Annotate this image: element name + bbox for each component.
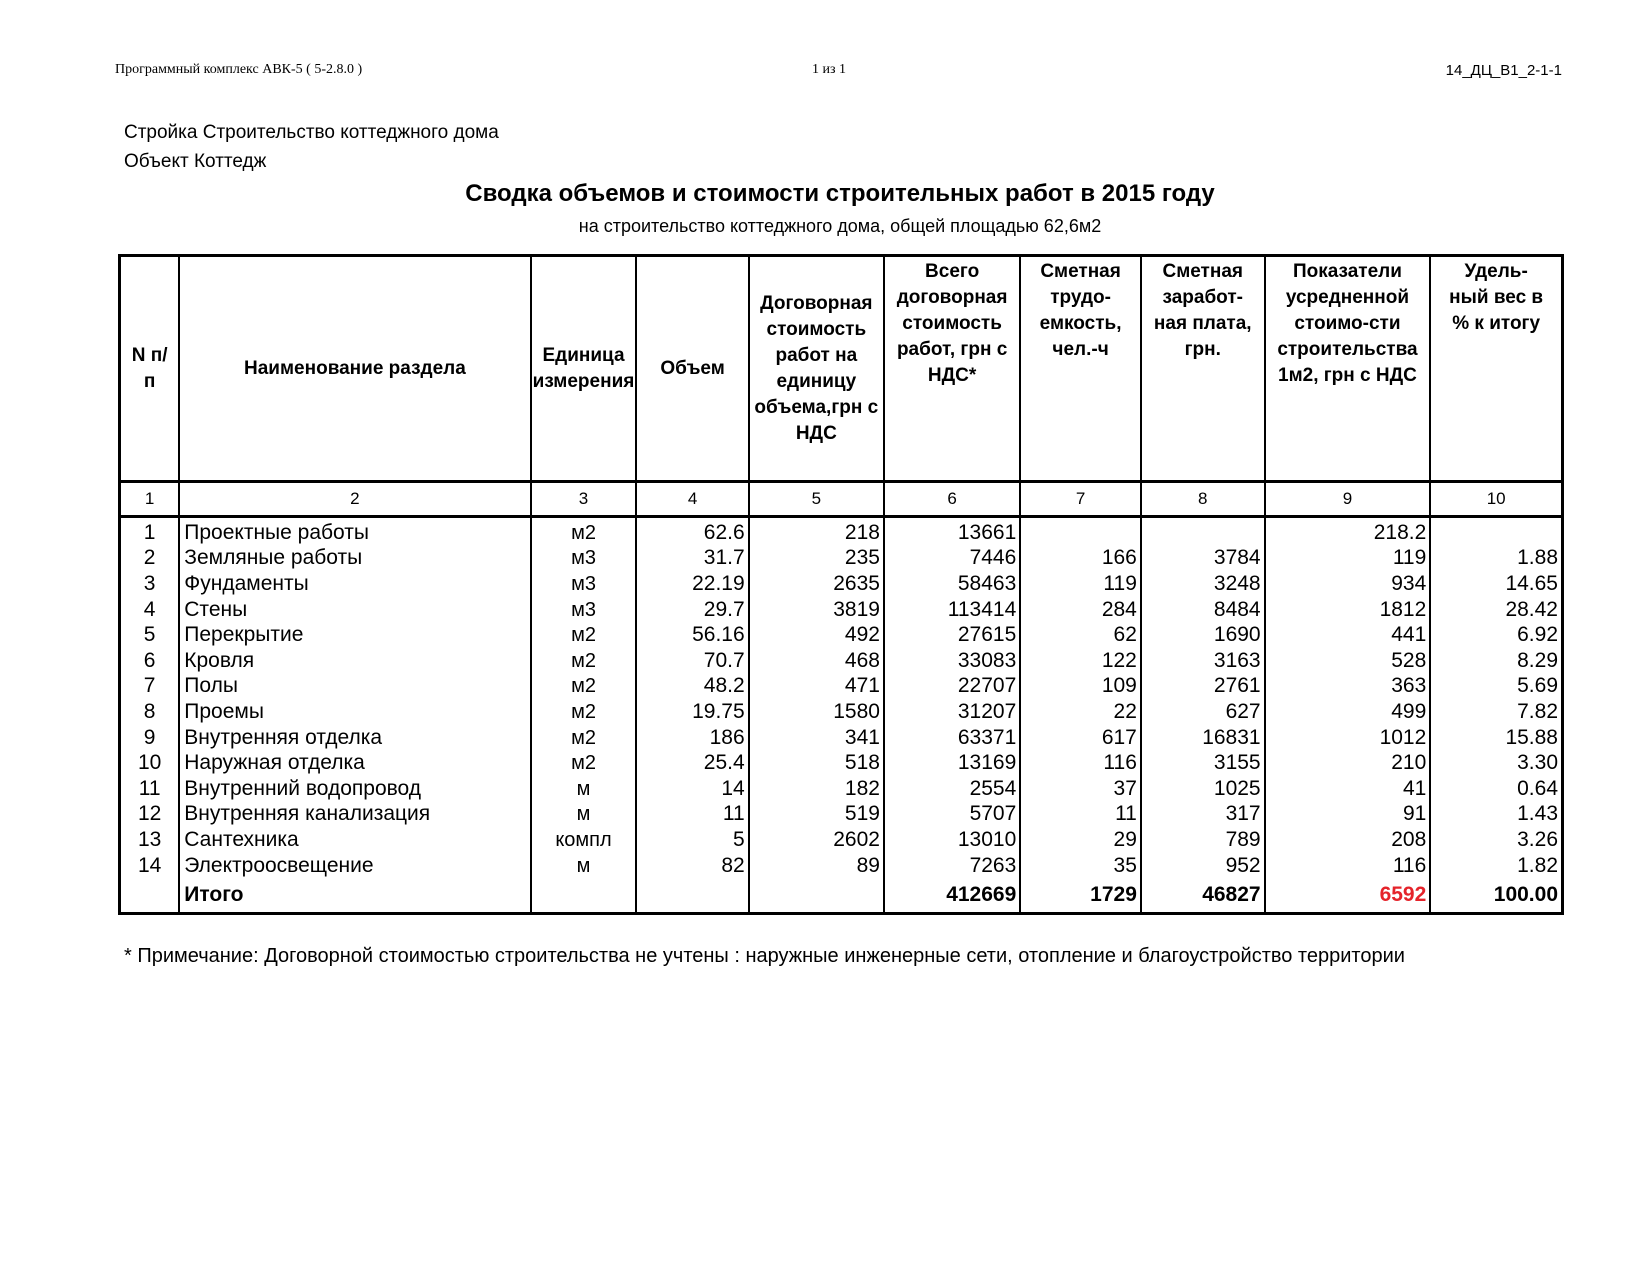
unit-cost-value: 1580 xyxy=(749,699,884,725)
row-number: 9 xyxy=(120,725,180,751)
section-name: Перекрытие xyxy=(179,622,530,648)
volume-value: 29.7 xyxy=(636,597,748,623)
total-unit xyxy=(531,878,637,914)
labor-value: 22 xyxy=(1020,699,1141,725)
wages-value: 3784 xyxy=(1141,546,1265,572)
volume-value: 56.16 xyxy=(636,622,748,648)
total-row-number xyxy=(120,878,180,914)
share-value: 8.29 xyxy=(1430,648,1562,674)
share-value: 3.30 xyxy=(1430,750,1562,776)
col-header-volume: Объем xyxy=(636,256,748,482)
volume-value: 25.4 xyxy=(636,750,748,776)
per-m2-value: 1012 xyxy=(1265,725,1431,751)
unit-cost-value: 471 xyxy=(749,674,884,700)
column-number: 5 xyxy=(749,482,884,517)
table-row xyxy=(120,597,1563,623)
section-name: Внутренняя канализация xyxy=(179,802,530,828)
row-number: 7 xyxy=(120,674,180,700)
section-name: Внутренний водопровод xyxy=(179,776,530,802)
section-name: Земляные работы xyxy=(179,546,530,572)
table-row xyxy=(120,648,1563,674)
labor-value: 37 xyxy=(1020,776,1141,802)
unit-cost-value: 218 xyxy=(749,517,884,546)
wages-value: 8484 xyxy=(1141,597,1265,623)
per-m2-value: 210 xyxy=(1265,750,1431,776)
labor-value: 29 xyxy=(1020,827,1141,853)
unit-cost-value: 2635 xyxy=(749,571,884,597)
per-m2-value: 528 xyxy=(1265,648,1431,674)
per-m2-value: 363 xyxy=(1265,674,1431,700)
wages-value xyxy=(1141,517,1265,546)
section-name: Фундаменты xyxy=(179,571,530,597)
total-cost-value: 2554 xyxy=(884,776,1020,802)
column-number: 8 xyxy=(1141,482,1265,517)
total-cost-value: 13010 xyxy=(884,827,1020,853)
document-subtitle: на строительство коттеджного дома, общей площадью 62,6м2 xyxy=(578,216,1102,236)
col-header-wages: Сметная заработ-ная плата, грн. xyxy=(1141,256,1265,482)
header-row xyxy=(120,256,1563,482)
unit-of-measure: м2 xyxy=(531,725,637,751)
unit-of-measure: м xyxy=(531,776,637,802)
column-number: 2 xyxy=(179,482,530,517)
table-row xyxy=(120,776,1563,802)
section-name: Полы xyxy=(179,674,530,700)
section-name: Наружная отделка xyxy=(179,750,530,776)
unit-of-measure: компл xyxy=(531,827,637,853)
unit-of-measure: м2 xyxy=(531,674,637,700)
section-name: Кровля xyxy=(179,648,530,674)
volume-value: 186 xyxy=(636,725,748,751)
share-value: 28.42 xyxy=(1430,597,1562,623)
unit-of-measure: м3 xyxy=(531,546,637,572)
column-number: 3 xyxy=(531,482,637,517)
column-number: 10 xyxy=(1430,482,1562,517)
per-m2-value: 208 xyxy=(1265,827,1431,853)
total-cost-value: 58463 xyxy=(884,571,1020,597)
share-value: 14.65 xyxy=(1430,571,1562,597)
row-number: 6 xyxy=(120,648,180,674)
table-row xyxy=(120,725,1563,751)
volume-value: 48.2 xyxy=(636,674,748,700)
section-name: Проемы xyxy=(179,699,530,725)
total-cost-sum: 412669 xyxy=(884,878,1020,914)
wages-value: 952 xyxy=(1141,853,1265,879)
share-value: 5.69 xyxy=(1430,674,1562,700)
unit-of-measure: м2 xyxy=(531,648,637,674)
per-m2-value: 41 xyxy=(1265,776,1431,802)
volume-value: 19.75 xyxy=(636,699,748,725)
column-number: 7 xyxy=(1020,482,1141,517)
volume-value: 5 xyxy=(636,827,748,853)
unit-cost-value: 235 xyxy=(749,546,884,572)
total-cost-value: 33083 xyxy=(884,648,1020,674)
col-header-unit-cost: Договорная стоимость работ на единицу объема,грн с НДС xyxy=(749,256,884,482)
unit-cost-value: 182 xyxy=(749,776,884,802)
document-code: 14_ДЦ_В1_2-1-1 xyxy=(1445,62,1562,79)
table-row xyxy=(120,802,1563,828)
unit-cost-value: 3819 xyxy=(749,597,884,623)
total-share-sum: 100.00 xyxy=(1430,878,1562,914)
labor-value: 617 xyxy=(1020,725,1141,751)
total-cost-value: 113414 xyxy=(884,597,1020,623)
col-header-labor: Сметная трудо-емкость, чел.-ч xyxy=(1020,256,1141,482)
unit-of-measure: м2 xyxy=(531,750,637,776)
labor-value: 284 xyxy=(1020,597,1141,623)
table-row xyxy=(120,699,1563,725)
unit-of-measure: м2 xyxy=(531,622,637,648)
per-m2-value: 1812 xyxy=(1265,597,1431,623)
per-m2-value: 499 xyxy=(1265,699,1431,725)
construction-label: Стройка Строительство коттеджного дома xyxy=(124,122,499,143)
unit-cost-value: 341 xyxy=(749,725,884,751)
share-value: 1.88 xyxy=(1430,546,1562,572)
labor-value: 109 xyxy=(1020,674,1141,700)
wages-value: 789 xyxy=(1141,827,1265,853)
total-cost-value: 22707 xyxy=(884,674,1020,700)
table-row xyxy=(120,827,1563,853)
labor-value: 62 xyxy=(1020,622,1141,648)
section-name: Внутренняя отделка xyxy=(179,725,530,751)
total-wages-sum: 46827 xyxy=(1141,878,1265,914)
section-name: Стены xyxy=(179,597,530,623)
total-per-m2: 6592 xyxy=(1265,878,1431,914)
per-m2-value: 91 xyxy=(1265,802,1431,828)
row-number: 4 xyxy=(120,597,180,623)
section-name: Проектные работы xyxy=(179,517,530,546)
unit-of-measure: м2 xyxy=(531,517,637,546)
total-labor-sum: 1729 xyxy=(1020,878,1141,914)
per-m2-value: 116 xyxy=(1265,853,1431,879)
total-cost-value: 63371 xyxy=(884,725,1020,751)
per-m2-value: 218.2 xyxy=(1265,517,1431,546)
wages-value: 317 xyxy=(1141,802,1265,828)
volume-value: 62.6 xyxy=(636,517,748,546)
table-row xyxy=(120,853,1563,879)
table-row xyxy=(120,517,1563,546)
row-number: 8 xyxy=(120,699,180,725)
unit-cost-value: 518 xyxy=(749,750,884,776)
table-row xyxy=(120,546,1563,572)
section-name: Электроосвещение xyxy=(179,853,530,879)
total-cost-value: 27615 xyxy=(884,622,1020,648)
col-header-per-m2: Показатели усредненной стоимо-сти строительства 1м2, грн с НДС xyxy=(1265,256,1431,482)
unit-cost-value: 468 xyxy=(749,648,884,674)
unit-of-measure: м3 xyxy=(531,597,637,623)
row-number: 13 xyxy=(120,827,180,853)
volume-value: 11 xyxy=(636,802,748,828)
total-cost-value: 5707 xyxy=(884,802,1020,828)
page-number: 1 из 1 xyxy=(812,62,847,77)
col-header-total-cost: Всего договорная стоимость работ, грн с НДС* xyxy=(884,256,1020,482)
row-number: 14 xyxy=(120,853,180,879)
row-number: 1 xyxy=(120,517,180,546)
total-cost-value: 13169 xyxy=(884,750,1020,776)
unit-cost-value: 519 xyxy=(749,802,884,828)
unit-cost-value: 89 xyxy=(749,853,884,879)
section-name: Сантехника xyxy=(179,827,530,853)
column-number: 4 xyxy=(636,482,748,517)
row-number: 12 xyxy=(120,802,180,828)
table-row xyxy=(120,622,1563,648)
per-m2-value: 119 xyxy=(1265,546,1431,572)
document-title: Сводка объемов и стоимости строительных работ в 2015 году xyxy=(465,180,1215,207)
wages-value: 3248 xyxy=(1141,571,1265,597)
labor-value: 116 xyxy=(1020,750,1141,776)
wages-value: 627 xyxy=(1141,699,1265,725)
per-m2-value: 441 xyxy=(1265,622,1431,648)
volume-value: 70.7 xyxy=(636,648,748,674)
col-header-num: N п/п xyxy=(120,256,180,482)
labor-value: 35 xyxy=(1020,853,1141,879)
total-cost-value: 7446 xyxy=(884,546,1020,572)
unit-cost-value: 2602 xyxy=(749,827,884,853)
table-row xyxy=(120,571,1563,597)
volume-value: 14 xyxy=(636,776,748,802)
object-label: Объект Коттедж xyxy=(124,151,267,172)
table-row xyxy=(120,674,1563,700)
col-header-name: Наименование раздела xyxy=(179,256,530,482)
share-value: 3.26 xyxy=(1430,827,1562,853)
volume-value: 22.19 xyxy=(636,571,748,597)
share-value: 6.92 xyxy=(1430,622,1562,648)
wages-value: 3155 xyxy=(1141,750,1265,776)
wages-value: 3163 xyxy=(1141,648,1265,674)
row-number: 3 xyxy=(120,571,180,597)
unit-of-measure: м2 xyxy=(531,699,637,725)
labor-value: 119 xyxy=(1020,571,1141,597)
total-volume xyxy=(636,878,748,914)
total-row xyxy=(120,878,1563,914)
volume-value: 31.7 xyxy=(636,546,748,572)
summary-table xyxy=(118,254,1564,915)
total-cost-value: 13661 xyxy=(884,517,1020,546)
wages-value: 1690 xyxy=(1141,622,1265,648)
share-value: 1.82 xyxy=(1430,853,1562,879)
column-number: 6 xyxy=(884,482,1020,517)
column-number: 1 xyxy=(120,482,180,517)
share-value: 0.64 xyxy=(1430,776,1562,802)
col-header-unit: Единица измерения xyxy=(531,256,637,482)
total-cost-value: 7263 xyxy=(884,853,1020,879)
share-value: 7.82 xyxy=(1430,699,1562,725)
wages-value: 16831 xyxy=(1141,725,1265,751)
row-number: 2 xyxy=(120,546,180,572)
per-m2-value: 934 xyxy=(1265,571,1431,597)
labor-value: 11 xyxy=(1020,802,1141,828)
page-header-left: Программный комплекс АВК-5 ( 5-2.8.0 ) xyxy=(115,62,363,77)
unit-cost-value: 492 xyxy=(749,622,884,648)
col-header-share: Удель-ный вес в % к итогу xyxy=(1430,256,1562,482)
wages-value: 1025 xyxy=(1141,776,1265,802)
column-number: 9 xyxy=(1265,482,1431,517)
labor-value xyxy=(1020,517,1141,546)
table-row xyxy=(120,750,1563,776)
total-unit-cost xyxy=(749,878,884,914)
row-number: 10 xyxy=(120,750,180,776)
total-label: Итого xyxy=(179,878,530,914)
total-cost-value: 31207 xyxy=(884,699,1020,725)
unit-of-measure: м xyxy=(531,853,637,879)
labor-value: 166 xyxy=(1020,546,1141,572)
volume-value: 82 xyxy=(636,853,748,879)
footnote: * Примечание: Договорной стоимостью строительства не учтены : наружные инженерные сети, отопление и благоустройство территории xyxy=(124,945,1405,967)
unit-of-measure: м3 xyxy=(531,571,637,597)
labor-value: 122 xyxy=(1020,648,1141,674)
wages-value: 2761 xyxy=(1141,674,1265,700)
row-number: 11 xyxy=(120,776,180,802)
unit-of-measure: м xyxy=(531,802,637,828)
share-value xyxy=(1430,517,1562,546)
share-value: 15.88 xyxy=(1430,725,1562,751)
column-numbers-row xyxy=(120,482,1563,517)
row-number: 5 xyxy=(120,622,180,648)
share-value: 1.43 xyxy=(1430,802,1562,828)
